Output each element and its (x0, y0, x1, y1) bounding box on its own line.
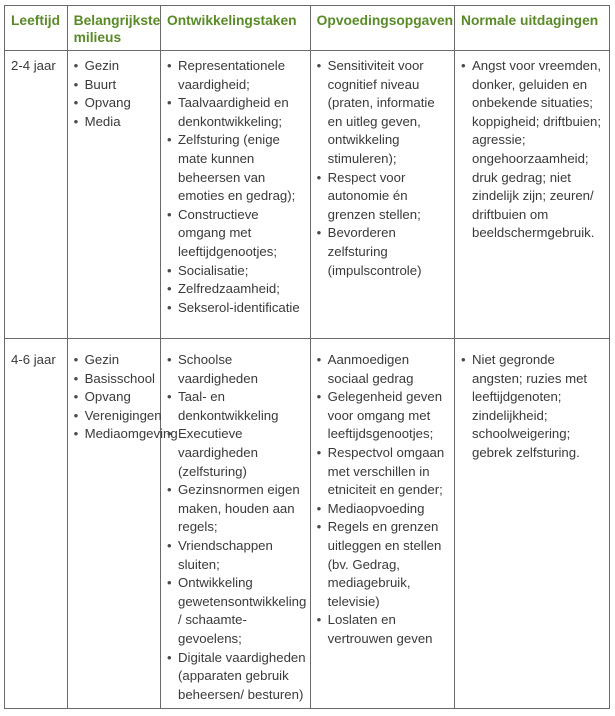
list-item: • Gezin (74, 57, 156, 76)
list-item: • Sekserol-identificatie (167, 299, 306, 318)
uitdagingen-cell (455, 339, 610, 709)
list-item: • Taalvaardigheid en denkontwikkeling; (167, 94, 306, 131)
list-item: • Schoolse vaardigheden (167, 351, 306, 388)
age-cell: 2-4 jaar (5, 51, 68, 339)
list-item: • Representationele vaardigheid; (167, 57, 306, 94)
header-milieus: Belangrijkste milieus (67, 6, 160, 51)
list-item: • Constructieve omgang met leeftijdgenootjes; (167, 206, 306, 262)
milieus-cell (67, 51, 160, 339)
list-item: • Sensitiviteit voor cognitief niveau (praten, informatie en uitleg geven, ontwikkeling stimuleren); (317, 57, 450, 169)
list-item: • Vriendschappen sluiten; (167, 537, 306, 574)
table-row (5, 339, 610, 709)
opgaven-cell (310, 339, 454, 709)
taken-list (167, 57, 306, 317)
list-item: • Gezin (74, 351, 156, 370)
header-ontwikkelingstaken: Ontwikkelingstaken (161, 6, 311, 51)
list-item: • Basisschool (74, 370, 156, 389)
header-row (5, 6, 610, 51)
header-uitdagingen: Normale uitdagingen (455, 6, 610, 51)
list-item: • Mediaopvoeding (317, 500, 450, 519)
opgaven-list (317, 351, 450, 649)
list-item: • Gelegenheid geven voor omgang met leeftijdsgenootjes; (317, 388, 450, 444)
milieus-cell (67, 339, 178, 709)
uitdagingen-cell (455, 51, 610, 339)
list-item: • Digitale vaardigheden (apparaten gebruik beheersen/ besturen) (167, 649, 306, 705)
list-item: • Media (74, 113, 156, 132)
list-item: • Executieve vaardigheden (zelfsturing) (167, 425, 306, 481)
list-item: • Regels en grenzen uitleggen en stellen (bv. Gedrag, mediagebruik, televisie) (317, 518, 450, 611)
development-table (4, 5, 610, 709)
list-item: • Respectvol omgaan met verschillen in etniciteit en gender; (317, 444, 450, 500)
header-opvoedingsopgaven: Opvoedingsopgaven (310, 6, 454, 51)
opgaven-cell (310, 51, 454, 339)
uitdagingen-list (461, 57, 605, 243)
taken-cell (161, 339, 311, 709)
opgaven-list (317, 57, 450, 280)
milieus-list (74, 351, 178, 444)
taken-cell (161, 51, 311, 339)
list-item: • Zelfredzaamheid; (167, 280, 306, 299)
list-item: • Angst voor vreemden, donker, geluiden en onbekende situaties; koppigheid; driftbuien; agressie; ongehoorzaamheid; druk gedrag; niet zindelijk zijn; zeuren/ driftbuien om beeldschermgebruik. (461, 57, 605, 243)
list-item: • Niet gegronde angsten; ruzies met leeftijdgenoten; zindelijkheid; schoolweigering; gebrek zelfsturing. (461, 351, 605, 463)
age-cell: 4-6 jaar (5, 339, 68, 709)
header-leeftijd: Leeftijd (5, 6, 68, 51)
list-item: • Loslaten en vertrouwen geven (317, 611, 450, 648)
uitdagingen-list (461, 351, 605, 463)
list-item: • Socialisatie; (167, 262, 306, 281)
list-item: • Ontwikkeling gewetensontwikkeling / schaamte- gevoelens; (167, 574, 306, 648)
list-item: • Buurt (74, 76, 156, 95)
table-row (5, 51, 610, 339)
list-item: • Mediaomgeving (74, 425, 156, 444)
milieus-list (74, 57, 156, 131)
taken-list (167, 351, 306, 704)
list-item: • Opvang (74, 388, 156, 407)
list-item: • Opvang (74, 94, 156, 113)
list-item: • Gezinsnormen eigen maken, houden aan regels; (167, 481, 306, 537)
list-item: • Aanmoedigen sociaal gedrag (317, 351, 450, 388)
list-item: • Verenigingen (74, 407, 156, 426)
list-item: • Bevorderen zelfsturing (impulscontrole) (317, 224, 450, 280)
list-item: • Respect voor autonomie én grenzen stellen; (317, 169, 450, 225)
list-item: • Zelfsturing (enige mate kunnen beheersen van emoties en gedrag); (167, 131, 306, 205)
list-item: • Taal- en denkontwikkeling (167, 388, 306, 425)
